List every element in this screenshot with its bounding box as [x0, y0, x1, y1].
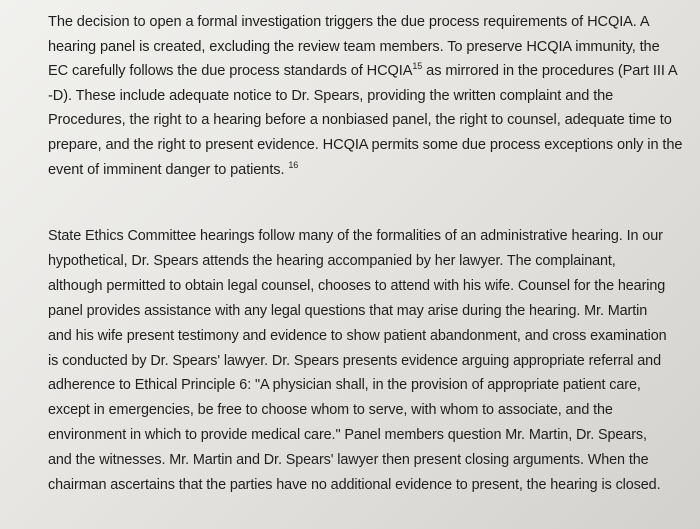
text-line: prepare, and the right to present evidence. HCQIA permits some due process exceptions only in the [48, 136, 683, 153]
text-line: except in emergencies, be free to choose whom to serve, with whom to associate, and the [48, 402, 613, 419]
text-line: The decision to open a formal investigation triggers the due process requirements of HCQIA. A [48, 14, 650, 30]
text-line: hearing panel is created, excluding the review team members. To preserve HCQIA immunity, the [48, 38, 660, 55]
text-line: panel provides assistance with any legal questions that may arise during the hearing. Mr. Martin [48, 302, 648, 319]
text-line: State Ethics Committee hearings follow many of the formalities of an administrative hearing. In our [48, 228, 663, 244]
text-line: is conducted by Dr. Spears' lawyer. Dr. Spears presents evidence arguing appropriate referral and [48, 352, 661, 369]
footnote-ref-15: 15 [412, 61, 423, 72]
text-line: chairman ascertains that the parties have no additional evidence to present, the hearing is closed. [48, 477, 661, 494]
text-line: adherence to Ethical Principle 6: "A physician shall, in the provision of appropriate patient care, [48, 377, 641, 394]
text-line: environment in which to provide medical care." Panel members question Mr. Martin, Dr. Spears, [48, 427, 647, 444]
text-line-with-footnote [48, 158, 696, 183]
text-segment: event of imminent danger to patients. [48, 161, 285, 178]
text-line: although permitted to obtain legal counsel, chooses to attend with his wife. Counsel for the hearing [48, 277, 666, 294]
paragraph-due-process [48, 10, 696, 182]
text-line-with-footnote [48, 59, 696, 84]
paragraph-hearing [48, 224, 696, 498]
text-line: and the witnesses. Mr. Martin and Dr. Spears' lawyer then present closing arguments. When the [48, 452, 649, 469]
text-line: and his wife present testimony and evidence to show patient abandonment, and cross examination [48, 327, 667, 344]
text-line: hypothetical, Dr. Spears attends the hearing accompanied by her lawyer. The complainant, [48, 252, 616, 269]
text-segment: as mirrored in the procedures (Part III A [426, 63, 678, 80]
text-line: Procedures, the right to a hearing before a nonbiased panel, the right to counsel, adequate time to [48, 112, 672, 129]
footnote-ref-16: 16 [288, 159, 299, 170]
text-line: -D). These include adequate notice to Dr. Spears, providing the written complaint and the [48, 87, 614, 104]
text-segment: EC carefully follows the due process standards of HCQIA [48, 63, 413, 80]
